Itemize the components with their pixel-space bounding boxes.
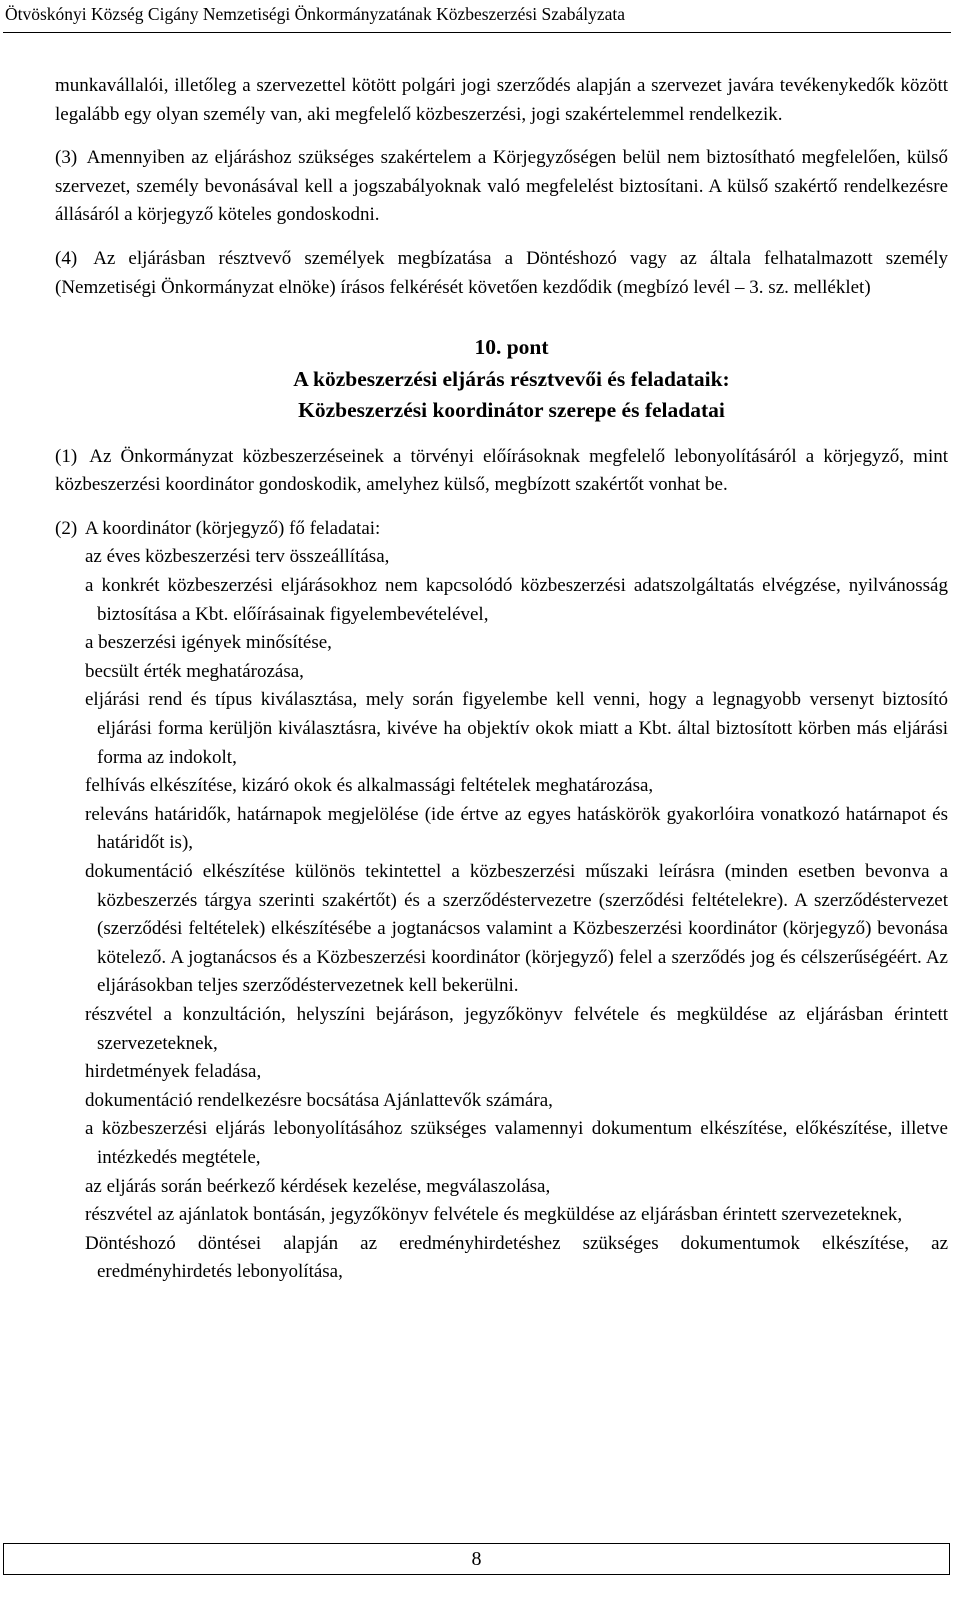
section-title: A közbeszerzési eljárás résztvevői és feladataik: [293, 366, 730, 391]
list-item: Döntéshozó döntései alapján az eredményhirdetéshez szükséges dokumentumok elkészítése, az eredményhirdetés lebonyolítása, [85, 1232, 948, 1283]
page-footer [3, 1543, 950, 1575]
list-item: hirdetmények feladása, [85, 1061, 262, 1083]
list-item: releváns határidők, határnapok megjelölése (ide értve az egyes hatáskörök gyakorlóira vonatkozó határnapot és határidőt is), [85, 803, 948, 854]
page-number: 8 [471, 1548, 482, 1570]
list-item: becsült érték meghatározása, [85, 660, 304, 682]
paragraph-text: munkavállalói, illetőleg a szervezettel kötött polgári jogi szerződés alapján a szervezet javára tevékenykedők között legalább egy olyan személy van, aki megfelelő közbeszerzési, jogi szakértelemmel rendelkezik. [55, 75, 948, 125]
list-item: az éves közbeszerzési terv összeállítása, [85, 546, 390, 568]
paragraph-text: A koordinátor (körjegyző) fő feladatai: [84, 517, 381, 539]
list-item: részvétel a konzultáción, helyszíni bejáráson, jegyzőkönyv felvétele és megküldése az eljárásban érintett szervezeteknek, [85, 1003, 948, 1054]
running-header: Ötvöskónyi Község Cigány Nemzetiségi Önkormányzatának Közbeszerzési Szabályzata [5, 4, 626, 24]
paragraph-2 [55, 515, 948, 544]
section-heading [55, 332, 948, 427]
paragraph-3 [55, 144, 948, 230]
list-item: részvétel az ajánlatok bontásán, jegyzőkönyv felvétele és megküldése az eljárásban érintett szervezeteknek, [85, 1204, 903, 1226]
list-item: a beszerzési igények minősítése, [85, 632, 332, 654]
paragraph-number: (2) [55, 517, 78, 539]
section-number: 10. pont [474, 335, 549, 360]
document-body [55, 72, 948, 1287]
list-item: dokumentáció elkészítése különös tekintettel a közbeszerzési műszaki leírásra (minden esetben bevonva a közbeszerzés tárgya szerinti szakértőt) és a szerződéstervezetre (szerződési feltételekre). A szerződéstervezet (szerződési feltételek) elkészítésébe a jogtanácsos valamint a Közbeszerzési koordinátor (körjegyző) bevonása kötelező. A jogtanácsos és a Közbeszerzési koordinátor (körjegyző) felel a szerződés jog és célszerűségéért. Az eljárásokban teljes szerződéstervezetnek kell bekerülni. [85, 860, 948, 997]
list-item: a közbeszerzési eljárás lebonyolításához szükséges valamennyi dokumentum elkészítése, előkészítése, illetve intézkedés megtétele, [85, 1118, 948, 1168]
list-item: a konkrét közbeszerzési eljárásokhoz nem kapcsolódó közbeszerzési adatszolgáltatás elvégzése, nyilvánosság biztosítása a Kbt. előírásainak figyelembevételével, [85, 575, 948, 625]
list-item: eljárási rend és típus kiválasztása, mely során figyelembe kell venni, hogy a legnagyobb versenyt biztosító eljárási forma kerüljön kiválasztásra, kivéve ha objektív okok miatt a Kbt. által biztosított körben más eljárási forma az indokolt, [85, 689, 948, 768]
section-subtitle: Közbeszerzési koordinátor szerepe és feladatai [298, 398, 725, 423]
header-rule [3, 32, 951, 33]
list-item: dokumentáció rendelkezésre bocsátása Ajánlattevők számára, [85, 1089, 553, 1111]
paragraph-text: Amennyiben az eljáráshoz szükséges szakértelem a Körjegyzőségen belül nem biztosítható megfelelően, külső szervezet, személy bevonásával kell a jogszabályoknak való megfelelést biztosítani. A külső szakértő rendelkezésre állásáról a körjegyző köteles gondoskodni. [55, 147, 949, 226]
paragraph-continued [55, 72, 948, 129]
list-item: felhívás elkészítése, kizáró okok és alkalmassági feltételek meghatározása, [85, 775, 654, 797]
paragraph-number: (4) [55, 247, 78, 269]
paragraph-1 [55, 443, 948, 500]
paragraph-number: (1) [55, 445, 78, 467]
paragraph-number: (3) [55, 147, 78, 169]
list-item: az eljárás során beérkező kérdések kezelése, megválaszolása, [85, 1175, 551, 1197]
paragraph-text: Az Önkormányzat közbeszerzéseinek a törvényi előírásoknak megfelelő lebonyolításáról a körjegyző, mint közbeszerzési koordinátor gondoskodik, amelyhez külső, megbízott szakértőt vonhat be. [55, 445, 949, 496]
paragraph-4 [55, 245, 948, 302]
task-list [55, 543, 948, 1286]
paragraph-text: Az eljárásban résztvevő személyek megbízatása a Döntéshozó vagy az általa felhatalmazott személy (Nemzetiségi Önkormányzat elnöke) írásos felkérését követően kezdődik (megbízó levél – 3. sz. melléklet) [55, 247, 949, 298]
